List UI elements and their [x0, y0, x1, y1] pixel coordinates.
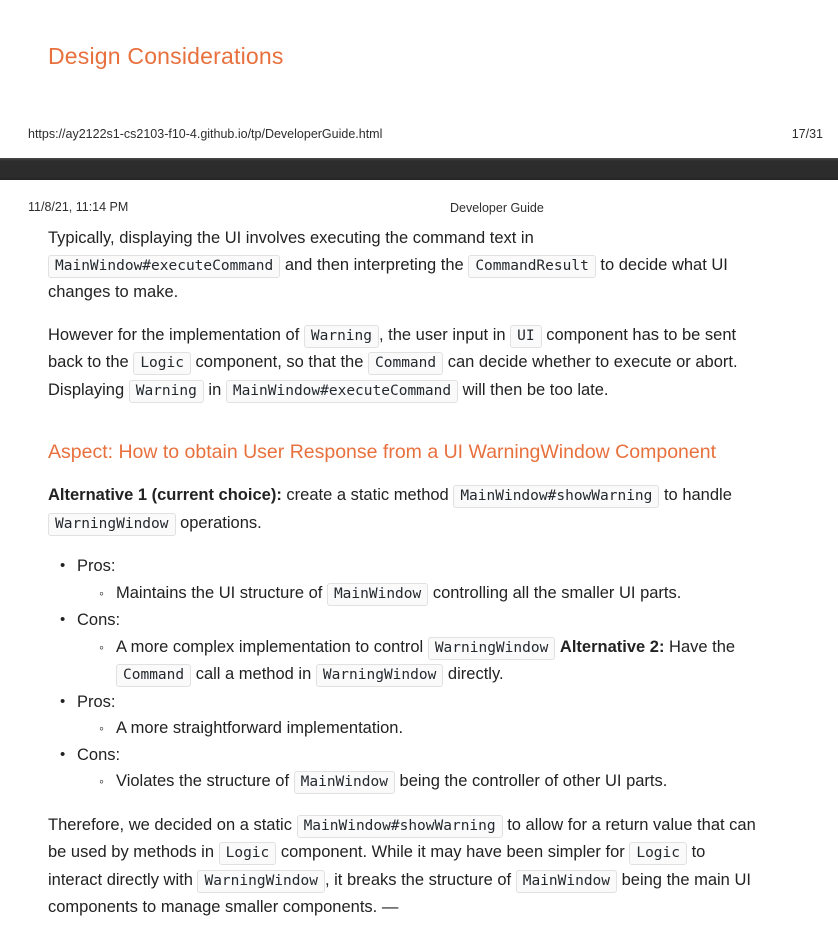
bullet-icon: • [60, 745, 66, 763]
text-line [48, 322, 790, 350]
inline-code: MainWindow#showWarning [297, 815, 503, 838]
text-run: will then be too late. [458, 380, 609, 399]
text-run: Pros: [77, 692, 116, 711]
text-run: component has to be sent [541, 325, 737, 344]
text-line [77, 553, 790, 580]
text-run: being the controller of other UI parts. [394, 772, 668, 790]
circle-icon: ◦ [99, 638, 104, 655]
list-item-content [77, 689, 790, 742]
inline-code: MainWindow#executeCommand [48, 255, 280, 278]
inline-code: CommandResult [468, 255, 596, 278]
list-item-content [116, 768, 790, 796]
print-header-datetime: 11/8/21, 11:14 PM [28, 200, 129, 214]
circle-icon: ◦ [99, 584, 104, 601]
inline-code: Logic [133, 352, 191, 375]
list-item-content [116, 634, 790, 689]
bullet-icon: • [60, 692, 66, 710]
print-header-doc-title: Developer Guide [450, 201, 544, 215]
list-item [48, 689, 790, 742]
text-run: Pros: [77, 557, 116, 575]
nested-list [77, 580, 790, 608]
text-line [48, 839, 790, 867]
text-run: Typically, displaying the UI involves executing the command text in [48, 229, 534, 247]
inline-code: Logic [219, 842, 277, 865]
inline-code: WarningWindow [48, 513, 176, 536]
text-run: can decide whether to execute or abort. [443, 353, 738, 371]
print-page-number: 17/31 [791, 127, 823, 141]
list-item-content [77, 607, 790, 689]
text-run: , the user input in [378, 325, 511, 344]
list-item [48, 742, 790, 796]
text-line [48, 510, 790, 538]
text-run: A more complex implementation to control [116, 637, 428, 656]
text-line [116, 661, 790, 689]
inline-code: MainWindow [294, 771, 395, 794]
paragraph [48, 482, 790, 537]
circle-icon: ◦ [99, 773, 104, 789]
text-run: directly. [443, 665, 504, 683]
bullet-list [48, 553, 790, 796]
text-run: component, so that the [190, 353, 368, 371]
inline-code: Command [116, 664, 191, 687]
nested-list [77, 715, 790, 742]
text-run: interact directly with [48, 870, 198, 889]
text-line [77, 689, 790, 716]
text-line [48, 894, 790, 921]
text-run: Displaying [48, 380, 129, 399]
bold-text: Alternative 2: [559, 637, 665, 656]
nested-list [77, 768, 790, 796]
text-run: to allow for a return value that can [502, 815, 756, 834]
text-line [48, 812, 790, 840]
text-run: and then interpreting the [280, 255, 469, 274]
text-run: to decide what UI [595, 255, 728, 274]
text-run: in [203, 380, 226, 399]
paragraph [48, 322, 790, 405]
text-run: be used by methods in [48, 843, 219, 861]
text-run: being the main UI [617, 870, 751, 889]
paragraph [48, 812, 790, 921]
circle-icon: ◦ [99, 720, 104, 736]
text-run: Maintains the UI structure of [116, 583, 327, 602]
inline-code: MainWindow [327, 583, 428, 606]
list-item [48, 553, 790, 607]
bullet-icon: • [60, 611, 66, 628]
text-line [48, 279, 790, 306]
nested-list-item [77, 580, 790, 608]
text-run: changes to make. [48, 283, 179, 301]
inline-code: MainWindow#executeCommand [226, 380, 458, 403]
list-item-content [77, 553, 790, 607]
list-item-content [77, 742, 790, 796]
text-line [116, 768, 790, 796]
section-subheading: Aspect: How to obtain User Response from a UI WarningWindow Component [48, 441, 716, 463]
text-run: However for the implementation of [48, 325, 304, 344]
text-run: components to manage smaller components. — [48, 898, 399, 916]
paragraph [48, 225, 790, 306]
text-run: , it breaks the structure of [324, 870, 516, 889]
text-line [116, 580, 790, 608]
nested-list-item [77, 634, 790, 689]
text-run: A more straightforward implementation. [116, 719, 404, 737]
text-line [48, 867, 790, 895]
page-title: Design Considerations [48, 43, 284, 70]
text-line [48, 349, 790, 377]
print-footer-url: https://ay2122s1-cs2103-f10-4.github.io/tp/DeveloperGuide.html [28, 127, 383, 141]
text-run: call a method in [191, 665, 316, 683]
list-item [48, 607, 790, 689]
text-line [48, 482, 790, 510]
inline-code: WarningWindow [428, 637, 556, 660]
text-run: Cons: [77, 611, 121, 629]
text-line [77, 607, 790, 634]
page-break-divider [0, 158, 838, 180]
nested-list-item [77, 768, 790, 796]
text-run: operations. [175, 513, 262, 532]
inline-code: Warning [129, 380, 204, 403]
text-line [116, 634, 790, 662]
text-line [116, 715, 790, 742]
text-run: controlling all the smaller UI parts. [428, 583, 682, 602]
text-run: Therefore, we decided on a static [48, 815, 297, 834]
list-item-content [116, 715, 790, 742]
text-line [48, 252, 790, 280]
list-item-content [116, 580, 790, 608]
nested-list [77, 634, 790, 689]
inline-code: WarningWindow [316, 664, 444, 687]
text-run: to handle [659, 486, 732, 504]
bullet-icon: • [60, 557, 66, 574]
text-run: Cons: [77, 745, 121, 764]
print-footer-row [28, 127, 823, 141]
inline-code: WarningWindow [197, 870, 325, 893]
text-line [48, 225, 790, 252]
text-run: create a static method [281, 486, 454, 504]
nested-list-item [77, 715, 790, 742]
inline-code: MainWindow#showWarning [453, 485, 659, 508]
document-body [48, 225, 790, 937]
bold-text: Alternative 1 (current choice): [48, 486, 282, 504]
text-run: back to the [48, 353, 134, 371]
inline-code: Command [368, 352, 443, 375]
text-run: Violates the structure of [116, 772, 294, 790]
text-line [77, 742, 790, 769]
inline-code: UI [510, 325, 541, 348]
inline-code: Warning [304, 325, 379, 348]
text-run: component. While it may have been simpler for [276, 843, 630, 861]
text-run: to [687, 843, 706, 861]
text-run: Have the [664, 637, 736, 656]
text-line [48, 377, 790, 405]
inline-code: MainWindow [516, 870, 617, 893]
inline-code: Logic [629, 842, 687, 865]
